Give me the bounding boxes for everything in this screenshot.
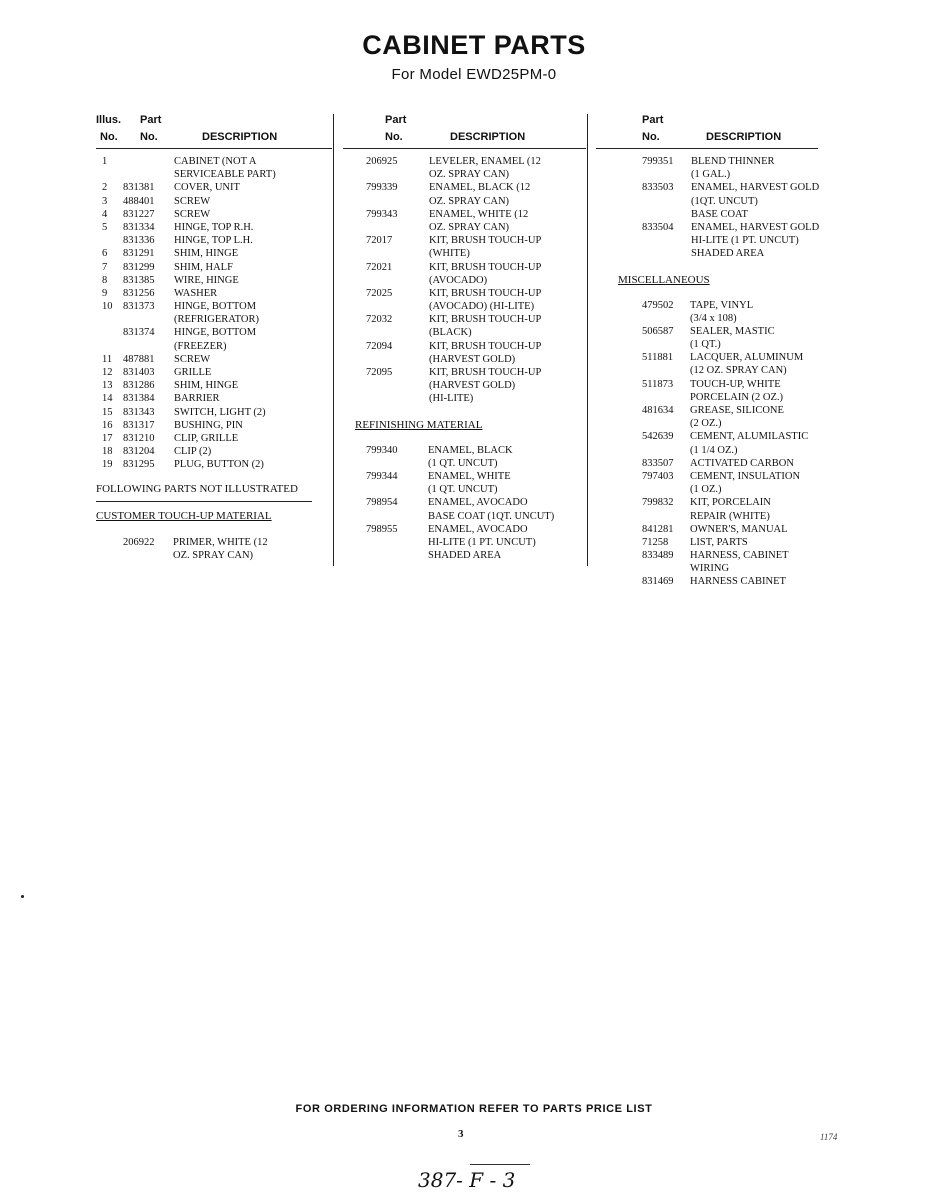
list-item <box>596 378 818 391</box>
part-description: HINGE, BOTTOM <box>174 301 257 313</box>
parts-list <box>596 155 818 261</box>
part-description: (BLACK) <box>429 327 472 339</box>
part-description: SHADED AREA <box>428 550 502 562</box>
illustration-number: 19 <box>102 459 113 471</box>
list-item <box>343 313 586 326</box>
list-item <box>96 300 332 313</box>
column-header <box>96 114 332 149</box>
list-item <box>343 483 586 496</box>
part-number: 833507 <box>642 457 674 469</box>
list-item <box>596 470 818 483</box>
list-item <box>596 299 818 312</box>
part-description: ENAMEL, BLACK (12 <box>429 182 531 194</box>
part-description: ENAMEL, WHITE <box>428 470 511 482</box>
part-description: HINGE, TOP R.H. <box>174 221 254 233</box>
part-number: 831469 <box>642 576 674 588</box>
list-item <box>596 351 818 364</box>
illustration-number: 13 <box>102 380 113 392</box>
part-description: (1 OZ.) <box>690 484 722 496</box>
part-number: 799340 <box>366 444 398 456</box>
illustration-number: 11 <box>102 353 113 365</box>
part-number: 831343 <box>123 406 155 418</box>
list-item <box>343 195 586 208</box>
column-divider <box>333 114 334 566</box>
part-number: 831286 <box>123 380 155 392</box>
part-description: CEMENT, ALUMILASTIC <box>690 431 809 443</box>
part-description: CLIP (2) <box>174 446 212 458</box>
list-item <box>596 325 818 338</box>
section-heading: CUSTOMER TOUCH-UP MATERIAL <box>96 509 272 522</box>
part-description: BASE COAT <box>691 208 748 220</box>
list-item <box>96 432 332 445</box>
parts-column-3 <box>596 114 818 589</box>
part-description: (1 QT. UNCUT) <box>428 484 498 496</box>
list-item <box>96 353 332 366</box>
part-description: (1 1/4 OZ.) <box>690 444 738 456</box>
list-item <box>343 221 586 234</box>
list-item <box>343 247 586 260</box>
part-description: OZ. SPRAY CAN) <box>429 195 510 207</box>
list-item <box>596 247 818 260</box>
illustration-number: 1 <box>102 156 108 167</box>
part-description: ENAMEL, BLACK <box>428 444 513 456</box>
parts-column-1 <box>96 114 332 562</box>
list-item <box>343 287 586 300</box>
margin-mark: 1174 <box>820 1132 838 1142</box>
part-number: 797403 <box>642 470 674 482</box>
list-item <box>343 155 586 168</box>
part-number: 833504 <box>642 221 674 233</box>
part-description: GRILLE <box>174 367 212 378</box>
list-item <box>343 510 586 523</box>
part-number: 481634 <box>642 405 674 416</box>
list-item <box>96 247 332 260</box>
part-description: (HI-LITE) <box>429 393 474 405</box>
list-item <box>596 444 818 457</box>
part-number: 798955 <box>366 523 398 535</box>
illustration-number: 15 <box>102 406 113 418</box>
list-item <box>596 208 818 221</box>
part-number: 798954 <box>366 497 398 509</box>
list-item <box>343 379 586 392</box>
part-number: 488401 <box>123 195 155 207</box>
list-item <box>343 392 586 405</box>
section-heading: REFINISHING MATERIAL <box>355 418 483 431</box>
list-item <box>96 458 332 471</box>
part-description: BASE COAT (1QT. UNCUT) <box>428 510 555 522</box>
header-description: DESCRIPTION <box>202 131 278 143</box>
part-description: PRIMER, WHITE (12 <box>173 536 268 548</box>
part-number: 833489 <box>642 550 674 562</box>
list-item <box>343 549 586 562</box>
header-illus: Illus. <box>96 114 122 126</box>
header-description: DESCRIPTION <box>450 131 526 143</box>
parts-list <box>343 155 586 406</box>
part-description: BLEND THINNER <box>691 156 775 167</box>
part-description: (12 OZ. SPRAY CAN) <box>690 365 787 377</box>
list-item <box>96 419 332 432</box>
part-description: HARNESS CABINET <box>690 576 786 588</box>
list-item <box>596 562 818 575</box>
ordering-note: FOR ORDERING INFORMATION REFER TO PARTS PRICE LIST <box>295 1103 653 1115</box>
model-subtitle: For Model EWD25PM-0 <box>391 66 557 83</box>
list-item <box>343 523 586 536</box>
part-description: HI-LITE (1 PT. UNCUT) <box>691 235 799 247</box>
part-description: KIT, BRUSH TOUCH-UP <box>429 340 542 352</box>
list-item <box>343 208 586 221</box>
list-item <box>343 457 586 470</box>
part-number: 831403 <box>123 367 155 378</box>
part-description: ENAMEL, AVOCADO <box>428 523 528 535</box>
list-item <box>343 353 586 366</box>
list-item <box>596 155 818 168</box>
section-heading: MISCELLANEOUS <box>618 273 710 286</box>
part-description: HINGE, TOP L.H. <box>174 235 253 247</box>
parts-column-2 <box>343 114 586 562</box>
illustration-number: 9 <box>102 287 108 299</box>
part-description: TAPE, VINYL <box>690 299 754 311</box>
part-description: (1QT. UNCUT) <box>691 195 758 207</box>
page-number: 3 <box>458 1128 464 1140</box>
part-number: 71258 <box>642 536 669 548</box>
part-number: 72017 <box>366 235 393 247</box>
not-illustrated-note: FOLLOWING PARTS NOT ILLUSTRATED <box>96 482 298 495</box>
list-item <box>343 496 586 509</box>
part-number: 831291 <box>123 248 155 260</box>
part-description: SCREW <box>174 195 211 207</box>
part-description: KIT, BRUSH TOUCH-UP <box>429 261 542 273</box>
part-description: OWNER'S, MANUAL <box>690 523 788 535</box>
list-item <box>596 430 818 443</box>
part-number: 479502 <box>642 299 674 311</box>
header-description: DESCRIPTION <box>706 131 782 143</box>
part-number: 799339 <box>366 182 398 194</box>
part-description: PLUG, BUTTON (2) <box>174 459 264 471</box>
part-description: SWITCH, LIGHT (2) <box>174 406 266 418</box>
part-description: (1 QT.) <box>690 339 721 351</box>
part-number: 72021 <box>366 261 393 273</box>
part-description: CABINET (NOT A <box>174 156 257 167</box>
part-description: KIT, PORCELAIN <box>690 497 771 509</box>
part-number: 831381 <box>123 182 155 194</box>
illustration-number: 18 <box>102 446 113 458</box>
part-description: LACQUER, ALUMINUM <box>690 352 804 364</box>
column-header <box>596 114 818 149</box>
part-description: (1 GAL.) <box>691 169 731 181</box>
part-description: BARRIER <box>174 393 220 405</box>
list-item <box>96 195 332 208</box>
column-divider <box>587 114 588 566</box>
part-description: WIRE, HINGE <box>174 274 239 286</box>
list-item <box>343 470 586 483</box>
list-item <box>596 364 818 377</box>
list-item <box>96 221 332 234</box>
part-description: REPAIR (WHITE) <box>690 510 770 522</box>
header-no: No. <box>642 131 660 143</box>
part-description: (2 OZ.) <box>690 418 722 430</box>
part-number: 831334 <box>123 221 155 233</box>
part-number: 487881 <box>123 353 155 365</box>
part-number: 831373 <box>123 301 155 313</box>
list-item <box>596 417 818 430</box>
list-item <box>96 392 332 405</box>
part-number: 831317 <box>123 419 155 431</box>
parts-list <box>96 155 332 472</box>
list-item <box>596 391 818 404</box>
illustration-number: 2 <box>102 182 108 194</box>
part-description: (WHITE) <box>429 248 470 260</box>
part-description: ACTIVATED CARBON <box>690 457 794 469</box>
header-part: Part <box>140 114 162 126</box>
list-item <box>96 379 332 392</box>
part-description: LIST, PARTS <box>690 536 748 548</box>
list-item <box>96 536 332 549</box>
part-description: (1 QT. UNCUT) <box>428 457 498 469</box>
part-number: 831385 <box>123 274 155 286</box>
part-description: OZ. SPRAY CAN) <box>429 169 510 181</box>
parts-list <box>343 444 586 563</box>
list-item <box>343 366 586 379</box>
part-number: 72095 <box>366 367 393 378</box>
part-number: 831374 <box>123 327 155 339</box>
list-item <box>596 234 818 247</box>
list-item <box>96 274 332 287</box>
illustration-number: 17 <box>102 432 113 444</box>
list-item <box>343 536 586 549</box>
part-description: (3/4 x 108) <box>690 312 737 324</box>
list-item <box>96 445 332 458</box>
part-description: (HARVEST GOLD) <box>429 353 516 365</box>
header-no: No. <box>100 131 118 143</box>
part-number: 833503 <box>642 182 674 194</box>
part-number: 831227 <box>123 208 155 220</box>
list-item <box>596 168 818 181</box>
handwritten-reference: 387- F - 3 <box>418 1168 516 1192</box>
list-item <box>343 181 586 194</box>
part-description: SHIM, HINGE <box>174 248 239 260</box>
part-description: HARNESS, CABINET <box>690 550 789 562</box>
list-item <box>96 261 332 274</box>
page-title: CABINET PARTS <box>362 30 586 60</box>
part-number: 72032 <box>366 314 393 326</box>
illustration-number: 16 <box>102 419 113 431</box>
column-header <box>343 114 586 149</box>
list-item <box>96 181 332 194</box>
list-item <box>596 312 818 325</box>
part-description: (AVOCADO) <box>429 274 488 286</box>
part-number: 72025 <box>366 287 393 299</box>
list-item <box>343 274 586 287</box>
list-item <box>96 366 332 379</box>
list-item <box>343 261 586 274</box>
illustration-number: 10 <box>102 301 113 313</box>
list-item <box>343 300 586 313</box>
illustration-number: 5 <box>102 221 108 233</box>
list-item <box>596 404 818 417</box>
list-item <box>596 536 818 549</box>
part-description: KIT, BRUSH TOUCH-UP <box>429 235 542 247</box>
part-description: OZ. SPRAY CAN) <box>173 549 254 561</box>
part-description: SCREW <box>174 208 211 220</box>
header-no: No. <box>140 131 158 143</box>
illustration-number: 8 <box>102 274 108 286</box>
illustration-number: 6 <box>102 248 108 260</box>
part-number: 206922 <box>123 536 155 548</box>
part-number: 799351 <box>642 156 674 167</box>
part-description: ENAMEL, HARVEST GOLD <box>691 182 820 194</box>
list-item <box>343 340 586 353</box>
part-number: 799343 <box>366 208 398 220</box>
illustration-number: 7 <box>102 261 108 273</box>
header-no: No. <box>385 131 403 143</box>
list-item <box>343 168 586 181</box>
part-description: GREASE, SILICONE <box>690 405 784 416</box>
part-description: ENAMEL, HARVEST GOLD <box>691 221 820 233</box>
list-item <box>96 168 332 181</box>
part-description: (REFRIGERATOR) <box>174 314 259 326</box>
part-description: ENAMEL, WHITE (12 <box>429 208 529 220</box>
part-description: PORCELAIN (2 OZ.) <box>690 391 784 403</box>
part-description: CLIP, GRILLE <box>174 432 239 444</box>
part-description: KIT, BRUSH TOUCH-UP <box>429 314 542 326</box>
list-item <box>596 483 818 496</box>
divider-rule <box>96 501 312 502</box>
list-item <box>96 340 332 353</box>
header-part: Part <box>385 114 407 126</box>
list-item <box>343 234 586 247</box>
part-description: SHADED AREA <box>691 248 765 260</box>
list-item <box>343 326 586 339</box>
part-number: 831336 <box>123 235 155 247</box>
list-item <box>596 523 818 536</box>
handwritten-underline <box>470 1164 530 1165</box>
part-number: 841281 <box>642 523 674 535</box>
part-number: 831299 <box>123 261 155 273</box>
list-item <box>596 338 818 351</box>
part-number: 206925 <box>366 156 398 167</box>
list-item <box>596 181 818 194</box>
part-number: 511873 <box>642 378 674 390</box>
part-description: KIT, BRUSH TOUCH-UP <box>429 367 542 378</box>
part-description: CEMENT, INSULATION <box>690 470 801 482</box>
list-item <box>96 549 332 562</box>
list-item <box>96 313 332 326</box>
part-number: 506587 <box>642 325 674 337</box>
list-item <box>596 510 818 523</box>
part-description: LEVELER, ENAMEL (12 <box>429 156 541 167</box>
list-item <box>596 496 818 509</box>
illustration-number: 14 <box>102 393 113 405</box>
part-description: SEALER, MASTIC <box>690 325 775 337</box>
part-number: 542639 <box>642 431 674 443</box>
part-description: KIT, BRUSH TOUCH-UP <box>429 287 542 299</box>
list-item <box>96 326 332 339</box>
part-description: (FREEZER) <box>174 340 227 352</box>
part-description: SHIM, HALF <box>174 261 233 273</box>
part-description: TOUCH-UP, WHITE <box>690 378 781 390</box>
part-number: 511881 <box>642 352 674 364</box>
list-item <box>96 155 332 168</box>
scan-speck <box>21 895 24 898</box>
part-description: HINGE, BOTTOM <box>174 327 257 339</box>
part-description: WASHER <box>174 287 218 299</box>
part-description: SERVICEABLE PART) <box>174 169 276 181</box>
illustration-number: 4 <box>102 208 108 220</box>
part-description: ENAMEL, AVOCADO <box>428 497 528 509</box>
part-description: SHIM, HINGE <box>174 380 239 392</box>
list-item <box>343 444 586 457</box>
parts-list <box>596 299 818 589</box>
list-item <box>596 221 818 234</box>
part-description: SCREW <box>174 353 211 365</box>
parts-list <box>96 536 332 562</box>
part-number: 831256 <box>123 287 155 299</box>
part-number: 72094 <box>366 340 393 352</box>
part-number: 799832 <box>642 497 674 509</box>
part-description: COVER, UNIT <box>174 182 240 194</box>
part-description: (HARVEST GOLD) <box>429 380 516 392</box>
list-item <box>96 234 332 247</box>
list-item <box>96 208 332 221</box>
part-description: BUSHING, PIN <box>174 419 243 431</box>
part-number: 831295 <box>123 459 155 471</box>
part-number: 799344 <box>366 470 398 482</box>
header-part: Part <box>642 114 664 126</box>
list-item <box>596 195 818 208</box>
part-description: (AVOCADO) (HI-LITE) <box>429 301 535 313</box>
part-description: HI-LITE (1 PT. UNCUT) <box>428 536 536 548</box>
part-description: OZ. SPRAY CAN) <box>429 221 510 233</box>
illustration-number: 12 <box>102 367 113 378</box>
illustration-number: 3 <box>102 195 108 207</box>
list-item <box>596 575 818 588</box>
list-item <box>596 457 818 470</box>
part-number: 831204 <box>123 446 155 458</box>
list-item <box>596 549 818 562</box>
list-item <box>96 287 332 300</box>
part-number: 831210 <box>123 432 155 444</box>
part-description: WIRING <box>690 563 730 575</box>
part-number: 831384 <box>123 393 155 405</box>
list-item <box>96 406 332 419</box>
